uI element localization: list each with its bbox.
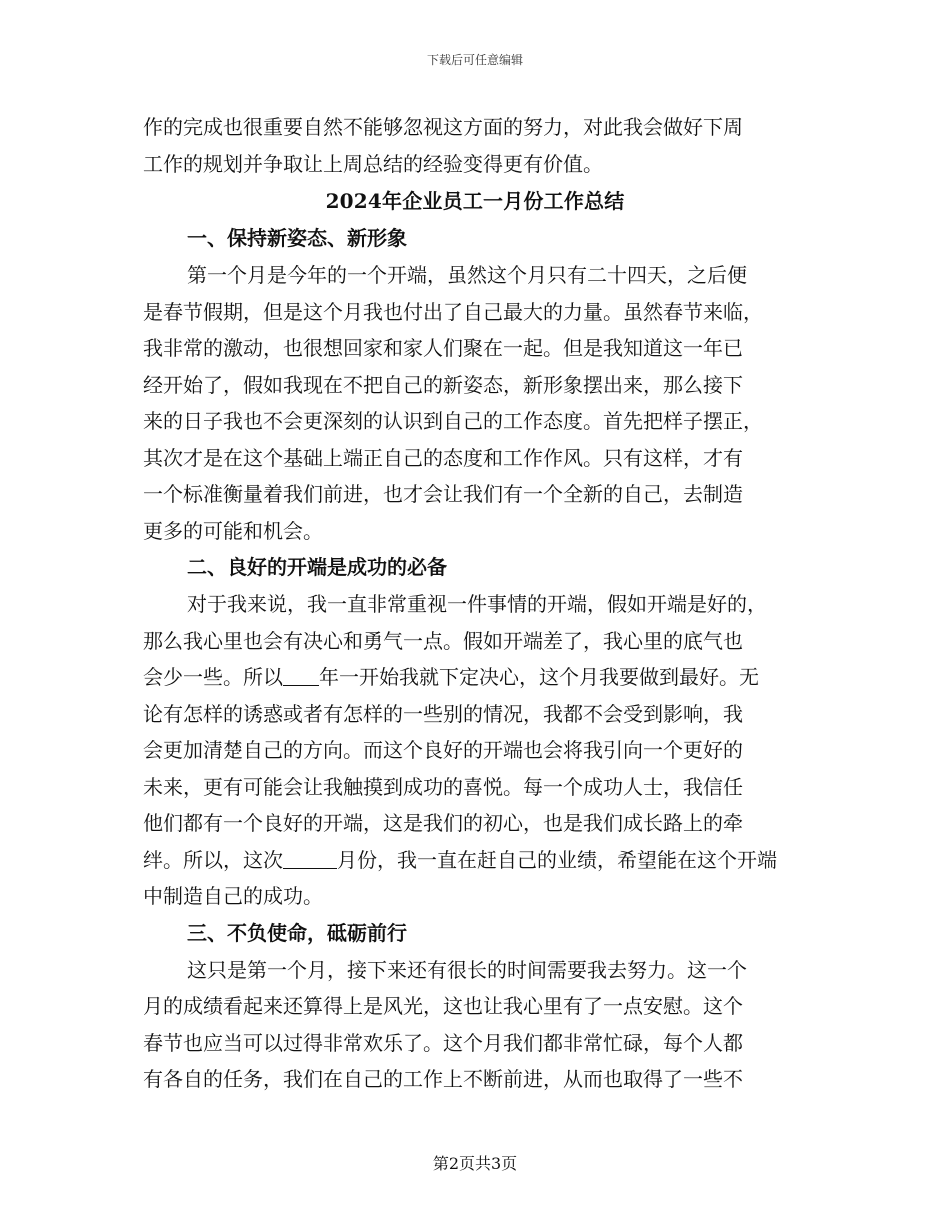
paragraph-line: 会更加清楚自己的方向。而这个良好的开端也会将我引向一个更好的: [143, 738, 743, 762]
paragraph-line: 更多的可能和机会。: [143, 518, 323, 543]
paragraph-text: 月份，我一直在赶自己的业绩，希望能在这个开端: [337, 847, 777, 872]
intro-line: 作的完成也很重要自然不能够忽视这方面的努力，对此我会做好下周: [143, 115, 743, 139]
paragraph-text: 会少一些。所以: [143, 665, 283, 689]
section-heading: 一、保持新姿态、新形象: [187, 226, 407, 250]
paragraph-line: 来的日子我也不会更深刻的认识到自己的工作态度。首先把样子摆正，: [143, 409, 763, 433]
paragraph-line: 这只是第一个月，接下来还有很长的时间需要我去努力。这一个: [187, 957, 747, 982]
paragraph-line: 中制造自己的成功。: [143, 884, 323, 908]
paragraph-line: 其次才是在这个基础上端正自己的态度和工作作风。只有这样，才有: [143, 445, 743, 470]
paragraph-line: 那么我心里也会有决心和勇气一点。假如开端差了，我心里的底气也: [143, 628, 743, 653]
section-heading: 三、不负使命，砥砺前行: [187, 920, 407, 945]
document-title: 2024年企业员工一月份工作总结: [325, 189, 625, 213]
header-note: 下载后可任意编辑: [426, 53, 523, 67]
paragraph-line: 是春节假期，但是这个月我也付出了自己最大的力量。虽然春节来临，: [143, 299, 763, 324]
paragraph-text: 绊。所以，这次: [143, 847, 283, 872]
blank-underline: [283, 850, 337, 869]
paragraph-line: 月的成绩看起来还算得上是风光，这也让我心里有了一点安慰。这个: [143, 994, 743, 1018]
paragraph-line: 论有怎样的诱惑或者有怎样的一些别的情况，我都不会受到影响，我: [143, 701, 743, 726]
document-body: [143, 109, 807, 1098]
paragraph-line: 第一个月是今年的一个开端，虽然这个月只有二十四天，之后便: [187, 263, 747, 287]
paragraph-line: 有各自的任务，我们在自己的工作上不断前进，从而也取得了一些不: [143, 1067, 743, 1091]
blank-underline: [283, 667, 319, 686]
intro-line: 工作的规划并争取让上周总结的经验变得更有价值。: [143, 151, 603, 176]
paragraph-line: 春节也应当可以过得非常欢乐了。这个月我们都非常忙碌，每个人都: [143, 1030, 743, 1055]
paragraph-line: 我非常的激动，也很想回家和家人们聚在一起。但是我知道这一年已: [143, 336, 743, 360]
paragraph-line: [143, 659, 807, 696]
paragraph-line: 一个标准衡量着我们前进，也才会让我们有一个全新的自己，去制造: [143, 482, 743, 506]
paragraph-line: 他们都有一个良好的开端，这是我们的初心，也是我们成长路上的牵: [143, 811, 743, 835]
paragraph-line: 未来，更有可能会让我触摸到成功的喜悦。每一个成功人士，我信任: [143, 774, 743, 799]
paragraph-line: 经开始了，假如我现在不把自己的新姿态，新形象摆出来，那么接下: [143, 372, 743, 397]
page-number: 第2页共3页: [432, 1154, 518, 1173]
paragraph-line: [143, 842, 807, 879]
paragraph-line: 对于我来说，我一直非常重视一件事情的开端，假如开端是好的，: [187, 592, 767, 616]
paragraph-text: 年一开始我就下定决心，这个月我要做到最好。无: [319, 665, 759, 689]
section-heading: 二、良好的开端是成功的必备: [187, 555, 447, 579]
